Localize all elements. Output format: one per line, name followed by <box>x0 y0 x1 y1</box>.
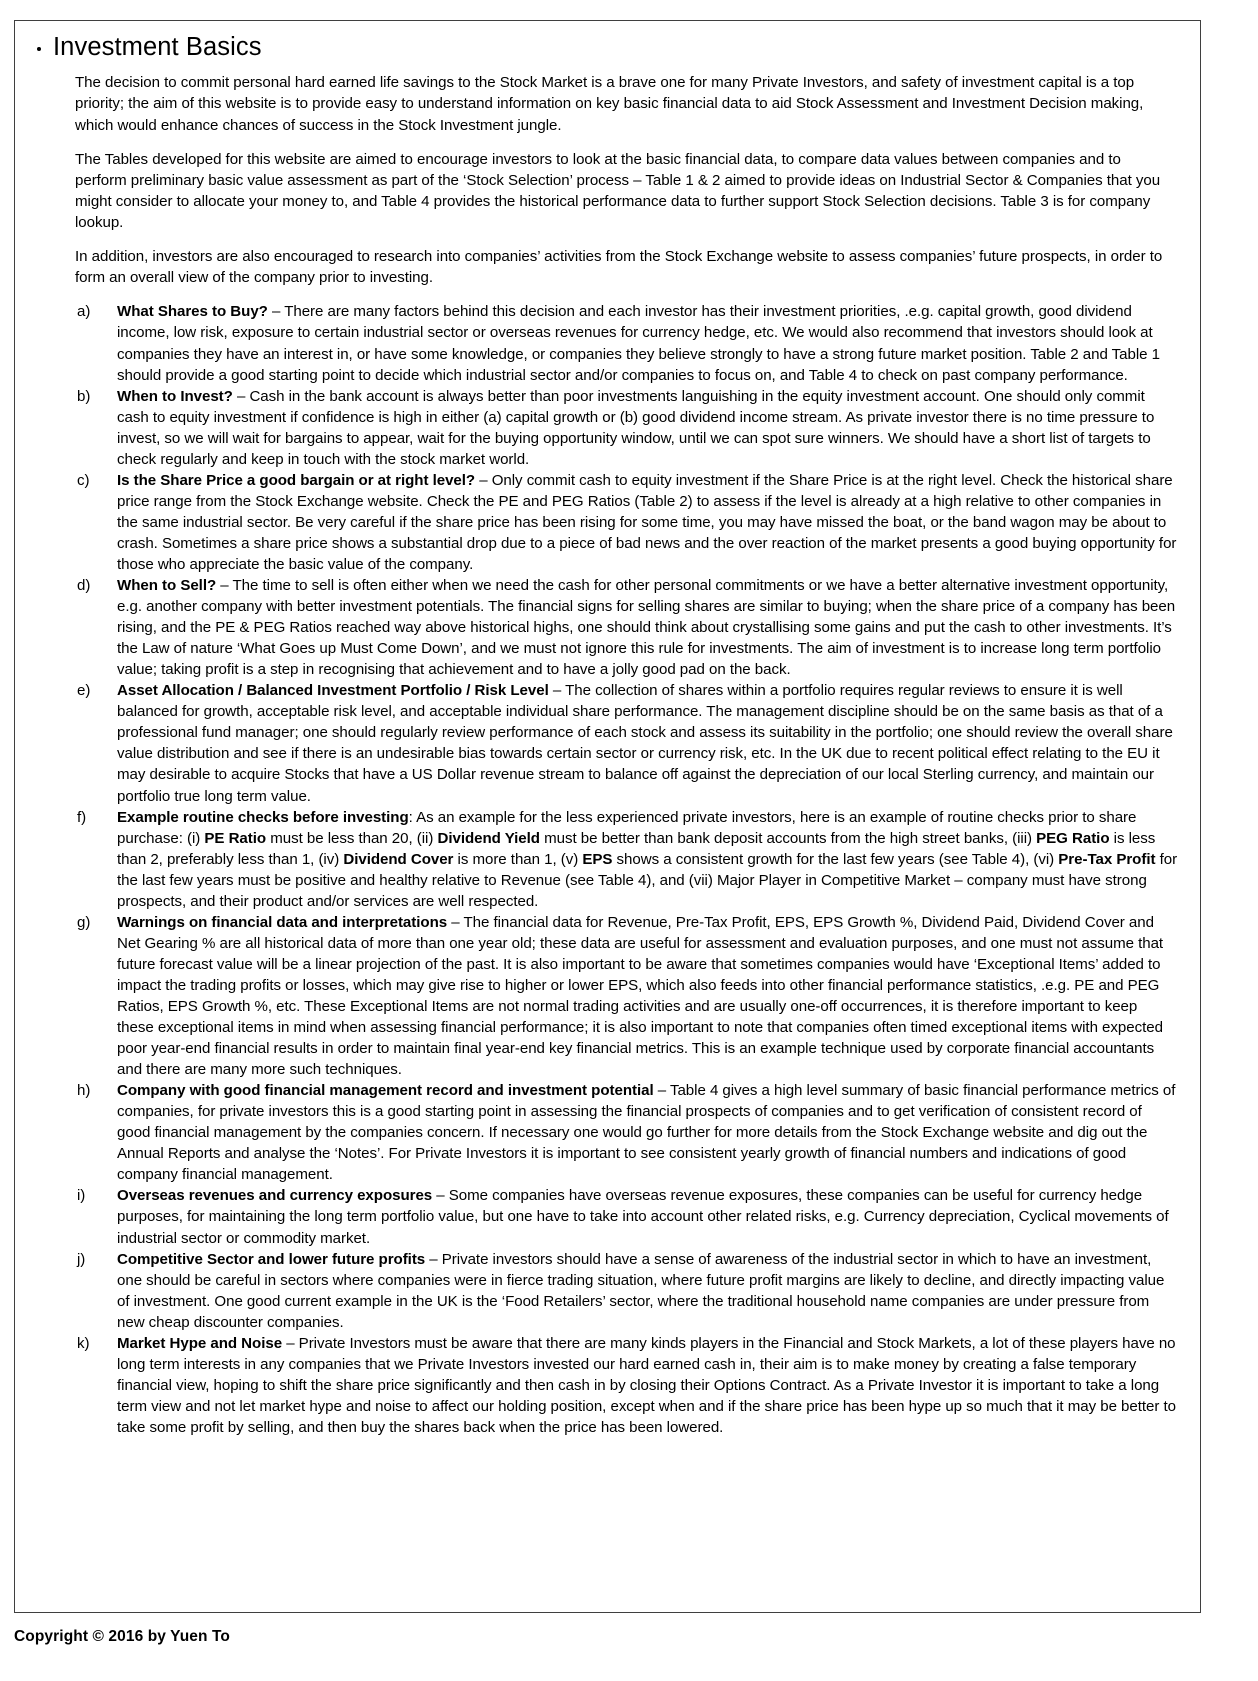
list-item-body-segment: shows a consistent growth for the last few years (see Table 4), (vi) <box>612 850 1059 868</box>
copyright-notice: Copyright © 2016 by Yuen To <box>14 1628 230 1645</box>
list-item-body-segment: for the last few years must be positive and healthy relative to Revenue (see Table 4), and (vii) Major Player in Competitive Market – company must have strong prospects, and their product and/or services are well respected. <box>117 850 1178 910</box>
list-item-marker: h) <box>77 1082 91 1100</box>
list-item <box>35 1333 1180 1438</box>
list-item-body: – The collection of shares within a portfolio requires regular reviews to ensure it is well balanced for growth, acceptable risk level, and acceptable individual share performance. The management discipline should be on the same basis as that of a professional fund manager; one should regularly review performance of each stock and assess its suitability in the portfolio; one should review the overall share value distribution and see if there is an undesirable bias towards certain sector or currency risk, etc. In the UK due to recent political effect relating to the EU it may desirable to acquire Stocks that have a US Dollar revenue stream to balance off against the depreciation of our local Sterling currency, and maintain our portfolio true long term value. <box>117 682 1173 805</box>
lettered-list <box>35 301 1180 1438</box>
list-item-term: Pre-Tax Profit <box>1058 850 1156 868</box>
list-item-marker: b) <box>77 387 91 405</box>
intro-paragraph-3: In addition, investors are also encouraged to research into companies’ activities from the Stock Exchange website to assess companies’ future prospects, in order to form an overall view of the company prior to investing. <box>75 248 1163 287</box>
list-item-marker: i) <box>77 1187 86 1205</box>
list-item-lead: When to Sell? <box>117 577 217 595</box>
list-item-term: PEG Ratio <box>1036 829 1110 847</box>
list-item-body: – The time to sell is often either when we need the cash for other personal commitments or we have a better alternative investment opportunity, e.g. another company with better investment potentials. The financial signs for selling shares are similar to buying; when the share price of a company has been rising, and the PE & PEG Ratios reached way above historical highs, one should think about crystallising some gains and put the cash to other investments. It’s the Law of nature ‘What Goes up Must Come Down’, and we must not ignore this rule for investments. The aim of investment is to increase long term portfolio value; taking profit is a step in recognising that achievement and to have a jolly good pad on the back. <box>117 577 1176 679</box>
list-item-term: PE Ratio <box>204 829 267 847</box>
list-item-term: EPS <box>582 850 613 868</box>
intro-paragraph-2: The Tables developed for this website are aimed to encourage investors to look at the basic financial data, to compare data values between companies and to perform preliminary basic value assessment as part of the ‘Stock Selection’ process – Table 1 & 2 aimed to provide ideas on Industrial Sector & Companies that you might consider to allocate your money to, and Table 4 provides the historical performance data to further support Stock Selection decisions. Table 3 is for company lookup. <box>75 150 1161 232</box>
intro-paragraph-1: The decision to commit personal hard earned life savings to the Stock Market is a brave one for many Private Investors, and safety of investment capital is a top priority; the aim of this website is to provide easy to understand information on key basic financial data to aid Stock Assessment and Investment Decision making, which would enhance chances of success in the Stock Investment jungle. <box>75 74 1144 134</box>
list-item <box>35 1080 1180 1185</box>
list-item-marker: c) <box>77 471 90 489</box>
list-item <box>35 386 1180 470</box>
list-item-marker: g) <box>77 913 91 931</box>
list-item-body: – There are many factors behind this decision and each investor has their investment priorities, .e.g. capital growth, good dividend income, low risk, exposure to certain industrial sector or overseas revenues for currency hedge, etc. We would also recommend that investors should look at companies they have an interest in, or have some knowledge, or companies they believe strongly to have a strong future market position. Table 2 and Table 1 should provide a good starting point to decide which industrial sector and/or companies to focus on, and Table 4 to check on past company performance. <box>117 303 1161 384</box>
list-item <box>35 1249 1180 1333</box>
list-item <box>35 912 1180 1080</box>
list-item-body: – Private Investors must be aware that there are many kinds players in the Financial and Stock Markets, a lot of these players have no long term interests in any companies that we Private Investors invested our hard earned cash in, their aim is to make money by creating a false temporary financial view, hoping to shift the share price significantly and then cash in by closing their Options Contract. As a Private Investor it is important to take a long term view and not let market hype and noise to affect our holding position, except when and if the share price has been hype up so much that it may be better to take some profit by selling, and then buy the shares back when the price has been lowered. <box>117 1334 1176 1436</box>
bullet-dot-icon <box>37 47 41 51</box>
list-item-marker: k) <box>77 1334 90 1352</box>
list-item-marker: j) <box>77 1250 86 1268</box>
list-item-lead: Warnings on financial data and interpretations <box>117 913 448 931</box>
list-item-body: – Table 4 gives a high level summary of basic financial performance metrics of companies, for private investors this is a good starting point in assessing the financial prospects of companies and to get verification of consistent record of good financial management by the companies concern. If necessary one would go further for more details from the Stock Exchange website and dig out the Annual Reports and analyse the ‘Notes’. For Private Investors it is important to see consistent yearly growth of financial numbers and indications of good company financial management. <box>117 1082 1176 1184</box>
list-item-body: – Private investors should have a sense of awareness of the industrial sector in which to have an investment, one should be careful in sectors where companies were in fierce trading situation, where future profit margins are likely to decline, and directly impacting value of investment. One good current example in the UK is the ‘Food Retailers’ sector, where the traditional household name companies are under pressure from new cheap discounter companies. <box>117 1250 1165 1331</box>
list-item-lead: Company with good financial management record and investment potential <box>117 1082 654 1100</box>
list-item-body: – The financial data for Revenue, Pre-Tax Profit, EPS, EPS Growth %, Dividend Paid, Dividend Cover and Net Gearing % are all historical data of more than one year old; these data are useful for assessment and evaluation purposes, and one must not assume that future forecast value will be a linear projection of the past. It is also important to be aware that sometimes companies would have ‘Exceptional Items’ added to impact the trading profits or losses, which may give rise to higher or lower EPS, which also feeds into other financial performance statistics, .e.g. PE and PEG Ratios, EPS Growth %, etc. These Exceptional Items are not normal trading activities and are usually one-off occurrences, it is therefore important to keep these exceptional items in mind when assessing financial performance; it is also important to note that companies often timed exceptional items with expected poor year-end financial results in order to maintain final year-end key financial metrics. This is an example technique used by corporate financial accountants and there are many more such techniques. <box>117 913 1164 1079</box>
content-border-box <box>14 20 1201 1613</box>
list-item-body: – Only commit cash to equity investment if the Share Price is at the right level. Check the historical share price range from the Stock Exchange website. Check the PE and PEG Ratios (Table 2) to assess if the level is already at a high relative to other companies in the same industrial sector. Be very careful if the share price has been rising for some time, you may have missed the boat, or the band wagon may be about to crash. Sometimes a share price shows a substantial drop due to a piece of bad news and the over reaction of the market presents a good buying opportunity for those who appreciate the basic value of the company. <box>117 471 1177 573</box>
list-item-body-segment: must be less than 20, (ii) <box>266 829 438 847</box>
list-item-lead: Is the Share Price a good bargain or at right level? <box>117 471 476 489</box>
list-item-lead: Competitive Sector and lower future profits <box>117 1250 426 1268</box>
list-item-lead: Overseas revenues and currency exposures <box>117 1187 433 1205</box>
list-item-term: Dividend Yield <box>437 829 540 847</box>
list-item-lead: What Shares to Buy? <box>117 303 268 321</box>
list-item-marker: f) <box>77 808 87 826</box>
list-item-lead: When to Invest? <box>117 387 233 405</box>
list-item-lead: Asset Allocation / Balanced Investment Portfolio / Risk Level <box>117 682 549 700</box>
list-item-body-segment: is more than 1, (v) <box>453 850 583 868</box>
list-item-marker: a) <box>77 303 91 321</box>
list-item-body: – Cash in the bank account is always better than poor investments languishing in the equity investment account. One should only commit cash to equity investment if confidence is high in either (a) capital growth or (b) good dividend income stream. As private investor there is no time pressure to invest, so we will wait for bargains to appear, wait for the buying opportunity window, until we can spot sure winners. We should have a short list of targets to check regularly and keep in touch with the stock market world. <box>117 387 1155 468</box>
list-item-body: : As an example for the less experienced private investors, here is an example of routine checks prior to share purchase: (i) <box>117 808 1137 847</box>
list-item <box>35 807 1180 912</box>
list-item <box>35 680 1180 806</box>
page-title <box>53 33 1180 62</box>
page-title-text: Investment Basics <box>53 33 262 61</box>
list-item-marker: e) <box>77 682 91 700</box>
list-item <box>35 1185 1180 1248</box>
list-item-body: – Some companies have overseas revenue exposures, these companies can be useful for currency hedge purposes, for maintaining the long term portfolio value, but one have to take into account other related risks, e.g. Currency depreciation, Cyclical movements of industrial sector or commodity market. <box>117 1187 1169 1247</box>
list-item-marker: d) <box>77 577 91 595</box>
list-item-body-segment: must be better than bank deposit accounts from the high street banks, (iii) <box>539 829 1037 847</box>
list-item <box>35 575 1180 680</box>
list-item-lead: Market Hype and Noise <box>117 1334 283 1352</box>
list-item <box>35 301 1180 385</box>
list-item-lead: Example routine checks before investing <box>117 808 409 826</box>
list-item-body-segment: is less than 2, preferably less than 1, (iv) <box>117 829 1156 868</box>
list-item <box>35 470 1180 575</box>
list-item-term: Dividend Cover <box>343 850 454 868</box>
